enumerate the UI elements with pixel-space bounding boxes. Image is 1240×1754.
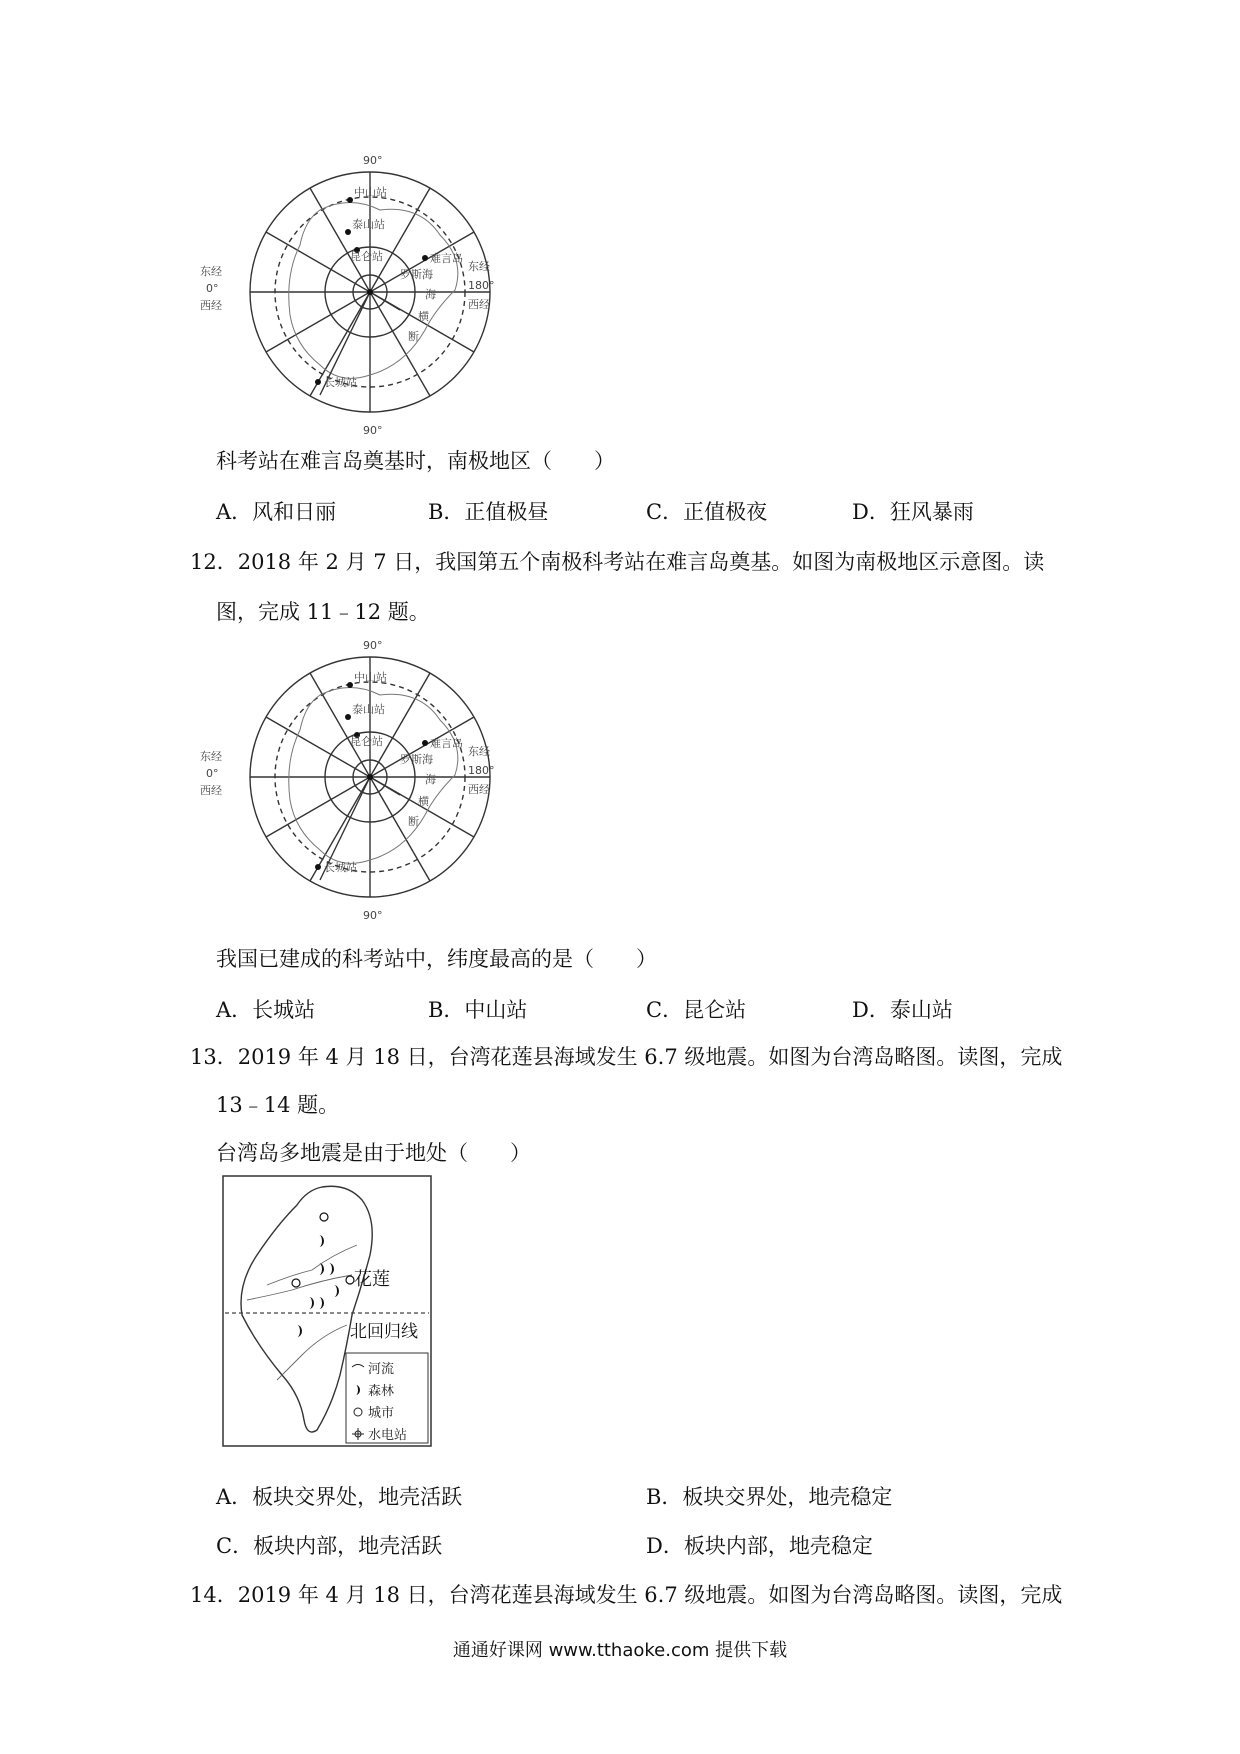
hualien-label: 花莲: [354, 1269, 390, 1290]
map1-ross-label: 罗斯海: [400, 268, 433, 281]
map2-zhongshan-label: 中山站: [354, 671, 387, 684]
q13-line-1: 13．2019 年 4 月 18 日，台湾花莲县海域发生 6.7 级地震。如图为台湾岛略图。读图，完成: [190, 1045, 1063, 1069]
q13-option-d[interactable]: D．板块内部，地壳稳定: [646, 1534, 873, 1558]
map1-right-label-1: 东经: [468, 260, 490, 273]
legend-forest: 森林: [368, 1384, 395, 1399]
tropic-label: 北回归线: [350, 1322, 418, 1342]
q12-option-d[interactable]: D．泰山站: [852, 998, 953, 1022]
map2-sea-label: 海: [425, 773, 436, 786]
q11-option-a[interactable]: A．风和日丽: [216, 500, 337, 524]
q12-option-a[interactable]: A．长城站: [216, 998, 316, 1022]
map1-zhongshan-label: 中山站: [354, 186, 387, 199]
q12-stem: 我国已建成的科考站中，纬度最高的是（ ）: [216, 947, 657, 971]
q11-option-c[interactable]: C．正值极夜: [646, 500, 768, 524]
map2-ross-vertical-1: 横: [418, 795, 429, 808]
map1-bottom-label: 90°: [363, 424, 383, 437]
map2-left-label-3: 西经: [200, 784, 222, 797]
map2-top-label: 90°: [363, 639, 383, 652]
q13-option-c[interactable]: C．板块内部，地壳活跃: [216, 1534, 443, 1558]
map1-ross-vertical-1: 横: [418, 310, 429, 323]
map2-right-label-3: 西经: [468, 783, 490, 796]
map2-changcheng-label: 长城站: [324, 861, 357, 874]
q12-option-c[interactable]: C．昆仑站: [646, 998, 747, 1022]
map1-nanyan-label: 难言岛: [430, 252, 463, 265]
map2-right-label-1: 东经: [468, 745, 490, 758]
map1-top-label: 90°: [363, 154, 383, 167]
map1-left-label-2: 0°: [206, 282, 219, 295]
taiwan-map: [222, 1175, 432, 1447]
map2-kunlun-label: 昆仑站: [350, 735, 383, 748]
q12-line-1: 12．2018 年 2 月 7 日，我国第五个南极科考站在难言岛奠基。如图为南极地区示意图。读: [190, 550, 1045, 574]
map1-left-label-1: 东经: [200, 265, 222, 278]
map1-sea-label: 海: [425, 288, 436, 301]
q13-line-2: 13﹣14 题。: [216, 1093, 340, 1117]
q11-option-b[interactable]: B．正值极昼: [428, 500, 549, 524]
q11-stem: 科考站在难言岛奠基时，南极地区（ ）: [216, 449, 615, 473]
map1-left-label-3: 西经: [200, 299, 222, 312]
antarctic-map-1: [200, 150, 500, 440]
map1-taishan-label: 泰山站: [352, 218, 385, 231]
legend-city: 城市: [368, 1406, 395, 1421]
map1-right-label-2: 180°: [468, 279, 495, 292]
antarctic-map-2: [200, 635, 500, 925]
q14-line-1: 14．2019 年 4 月 18 日，台湾花莲县海域发生 6.7 级地震。如图为台湾岛略图。读图，完成: [190, 1583, 1063, 1607]
map2-bottom-label: 90°: [363, 909, 383, 922]
legend-hydropower: 水电站: [368, 1428, 408, 1443]
map1-right-label-3: 西经: [468, 298, 490, 311]
q13-option-b[interactable]: B．板块交界处，地壳稳定: [646, 1485, 893, 1509]
q13-stem: 台湾岛多地震是由于地处（ ）: [216, 1141, 531, 1165]
q12-option-b[interactable]: B．中山站: [428, 998, 528, 1022]
map1-kunlun-label: 昆仑站: [350, 250, 383, 263]
map2-nanyan-label: 难言岛: [430, 737, 463, 750]
map2-ross-label: 罗斯海: [400, 753, 433, 766]
map2-right-label-2: 180°: [468, 764, 495, 777]
page-footer: 通通好课网 www.tthaoke.com 提供下载: [452, 1640, 788, 1661]
q13-option-a[interactable]: A．板块交界处，地壳活跃: [216, 1485, 463, 1509]
legend-river: 河流: [368, 1362, 395, 1377]
map2-taishan-label: 泰山站: [352, 703, 385, 716]
map2-left-label-2: 0°: [206, 767, 219, 780]
q12-line-2: 图，完成 11﹣12 题。: [216, 600, 430, 624]
q11-option-d[interactable]: D．狂风暴雨: [852, 500, 974, 524]
map2-left-label-1: 东经: [200, 750, 222, 763]
map2-ross-vertical-2: 断: [408, 815, 419, 828]
map1-changcheng-label: 长城站: [324, 376, 357, 389]
map1-ross-vertical-2: 断: [408, 330, 419, 343]
